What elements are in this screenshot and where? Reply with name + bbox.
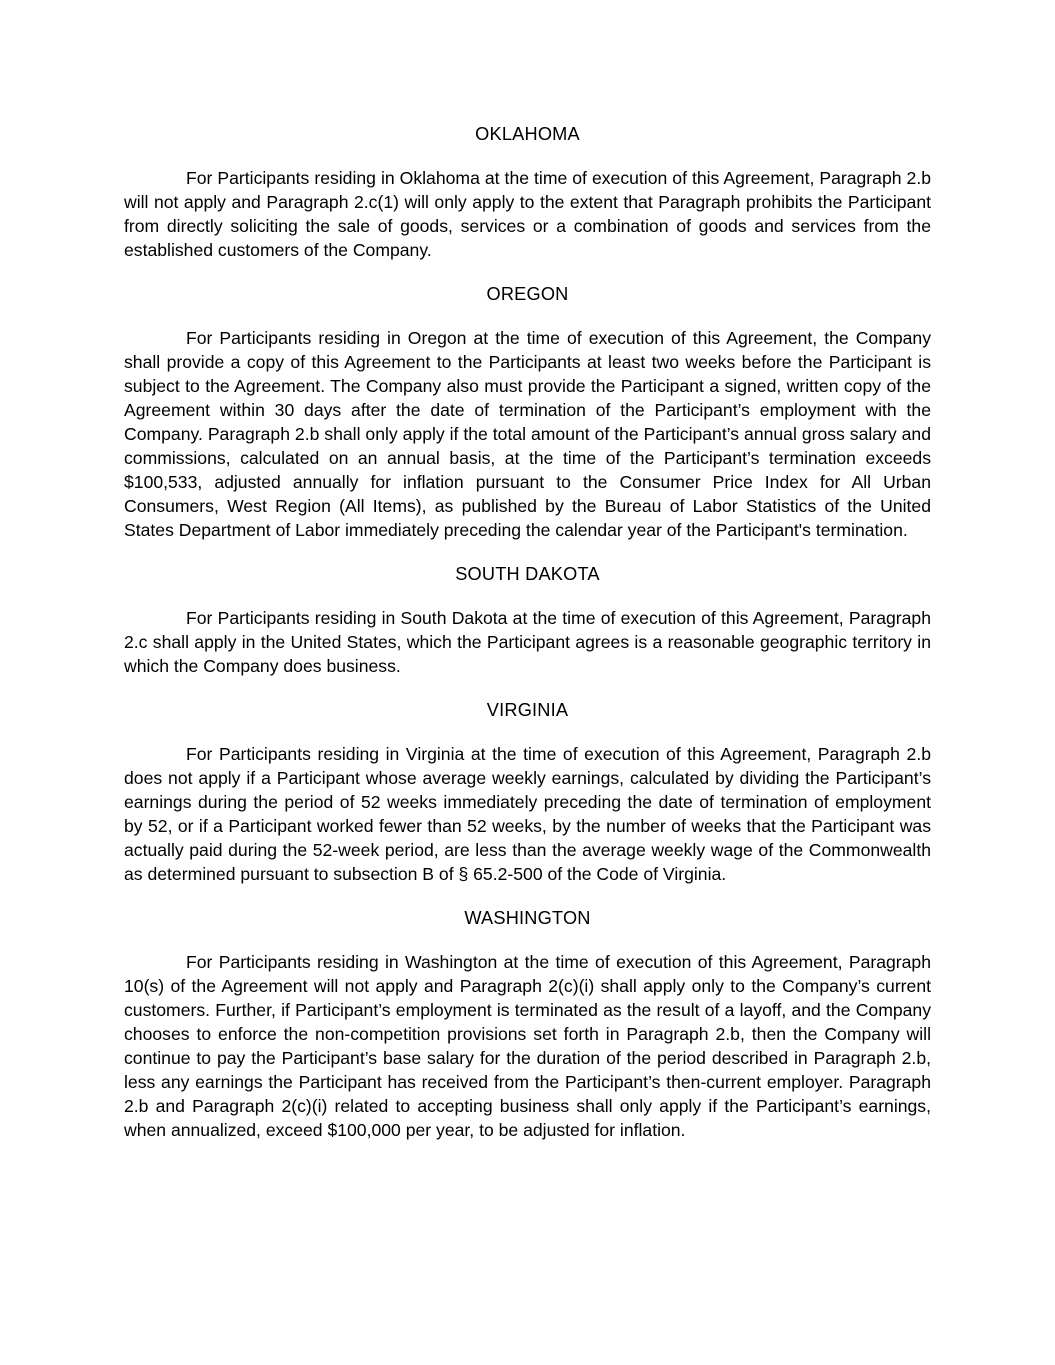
section-heading: OREGON	[486, 284, 569, 304]
section-oregon	[124, 282, 931, 542]
section-paragraph: For Participants residing in Washington at the time of execution of this Agreement, Paragraph 10(s) of the Agreement will not apply and Paragraph 2(c)(i) shall apply only to the Company’s current customers. Further, if Participant’s employment is terminated as the result of a layoff, and the Company chooses to enforce the non-competition provisions set forth in Paragraph 2.b, then the Company will continue to pay the Participant’s base salary for the duration of the period described in Paragraph 2.b, less any earnings the Participant has received from the Participant’s then-current employer. Paragraph 2.b and Paragraph 2(c)(i) related to accepting business shall only apply if the Participant’s earnings, when annualized, exceed $100,000 per year, to be adjusted for inflation.	[124, 952, 931, 1140]
section-heading: VIRGINIA	[486, 700, 569, 720]
section-virginia	[124, 698, 931, 886]
section-oklahoma	[124, 122, 931, 262]
section-paragraph: For Participants residing in South Dakota at the time of execution of this Agreement, Paragraph 2.c shall apply in the United States, which the Participant agrees is a reasonable geographic territory in which the Company does business.	[124, 608, 931, 676]
section-heading: OKLAHOMA	[475, 124, 580, 144]
section-washington	[124, 906, 931, 1142]
section-paragraph: For Participants residing in Virginia at the time of execution of this Agreement, Paragraph 2.b does not apply if a Participant whose average weekly earnings, calculated by dividing the Participant’s earnings during the period of 52 weeks immediately preceding the date of termination of employment by 52, or if a Participant worked fewer than 52 weeks, by the number of weeks that the Participant was actually paid during the 52-week period, are less than the average weekly wage of the Commonwealth as determined pursuant to subsection B of § 65.2-500 of the Code of Virginia.	[124, 744, 931, 884]
section-south-dakota	[124, 562, 931, 678]
section-heading: WASHINGTON	[464, 908, 591, 928]
section-paragraph: For Participants residing in Oklahoma at the time of execution of this Agreement, Paragraph 2.b will not apply and Paragraph 2.c(1) will only apply to the extent that Paragraph prohibits the Participant from directly soliciting the sale of goods, services or a combination of goods and services from the established customers of the Company.	[124, 168, 931, 260]
document-page	[124, 122, 931, 1162]
section-paragraph: For Participants residing in Oregon at the time of execution of this Agreement, the Company shall provide a copy of this Agreement to the Participants at least two weeks before the Participant is subject to the Agreement. The Company also must provide the Participant a signed, written copy of the Agreement within 30 days after the date of termination of the Participant’s employment with the Company. Paragraph 2.b shall only apply if the total amount of the Participant’s annual gross salary and commissions, calculated on an annual basis, at the time of the Participant’s termination exceeds $100,533, adjusted annually for inflation pursuant to the Consumer Price Index for All Urban Consumers, West Region (All Items), as published by the Bureau of Labor Statistics of the United States Department of Labor immediately preceding the calendar year of the Participant's termination.	[124, 328, 931, 540]
section-heading: SOUTH DAKOTA	[455, 564, 600, 584]
